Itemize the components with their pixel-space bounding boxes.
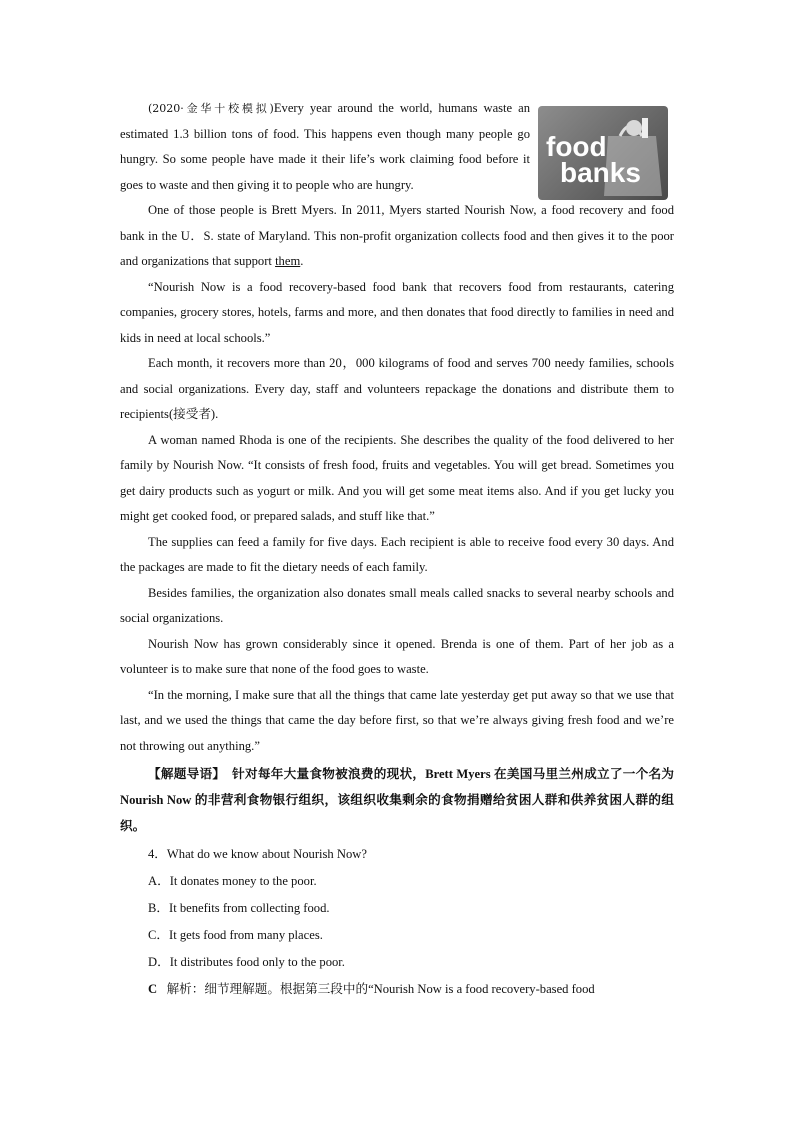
paragraph-8: Nourish Now has grown considerably since it opened. Brenda is one of them. Part of her job as a volunteer is to make sure that none of the food goes to waste. (120, 636, 674, 676)
food-bank-bag-icon (538, 106, 668, 200)
paragraph-6: The supplies can feed a family for five days. Each recipient is able to receive food every 30 days. And the packages are made to fit the dietary needs of each family. (120, 534, 674, 574)
intro-text: Every year around the world, humans waste an estimated 1.3 billion tons of food. This happens even though many people go hungry. So some people have made it their life’s work claiming food before it goes to waste and then giving it to people who are hungry. (120, 101, 531, 192)
answer-line (120, 976, 674, 1003)
source-tag: (2020·金华十校模拟) (148, 102, 274, 115)
guide-text: 针对每年大量食物被浪费的现状，Brett Myers 在美国马里兰州成立了一个名为 Nourish Now 的非营利食物银行组织，该组织收集剩余的食物捐赠给贫困人群和供养贫困人群的组织。 (120, 767, 675, 833)
paragraph-4: Each month, it recovers more than 20，000 kilograms of food and serves 700 needy families, schools and social organizations. Every day, staff and volunteers repackage the donations and distribute them to recipients(接受者). (120, 356, 674, 421)
guide-tag: 【解题导语】 (148, 767, 226, 781)
paragraph-7: Besides families, the organization also donates small meals called snacks to several nearby schools and social organizations. (120, 585, 674, 625)
intro-paragraph (120, 96, 530, 198)
answer-text: 解析：细节理解题。根据第三段中的“Nourish Now is a food recovery-based food (166, 982, 595, 996)
paragraph-9: “In the morning, I make sure that all the things that came late yesterday get put away so that we use that last, and we used the things that came the day before first, so that we’re always giving fresh food and we’re not throwing out anything.” (120, 687, 674, 753)
paragraph-3: “Nourish Now is a food recovery‑based food bank that recovers food from restaurants, catering companies, grocery stores, hotels, farms and more, and then donates that food directly to families in need and kids in need at local schools.” (120, 279, 674, 345)
underlined-word: them (275, 254, 301, 268)
paragraph-5: A woman named Rhoda is one of the recipients. She describes the quality of the food delivered to her family by Nourish Now. “It consists of fresh food, fruits and vegetables. You will get bread. Sometimes you get dairy products such as yogurt or milk. And you will get some meat items also. And if you get lucky you might get cooked food, or prepared salads, and stuff like that.” (120, 432, 674, 523)
logo-line1: food (546, 131, 607, 162)
logo-line2: banks (560, 157, 641, 188)
option-b: B．It benefits from collecting food. (148, 901, 330, 915)
document-page (120, 96, 674, 1003)
option-c: C．It gets food from many places. (148, 928, 323, 942)
food-banks-logo (538, 106, 668, 200)
option-a: A．It donates money to the poor. (148, 874, 317, 888)
answer-letter: C (148, 982, 158, 996)
option-d: D．It distributes food only to the poor. (148, 955, 345, 969)
question-stem: 4．What do we know about Nourish Now? (148, 847, 367, 861)
paragraph-2: One of those people is Brett Myers. In 2011, Myers started Nourish Now, a food recovery and food bank in the U．S. state of Maryland. This non-profit organization collects food and then gives it to the poor and organizations that support them. (120, 203, 674, 268)
reading-guide (120, 761, 674, 839)
